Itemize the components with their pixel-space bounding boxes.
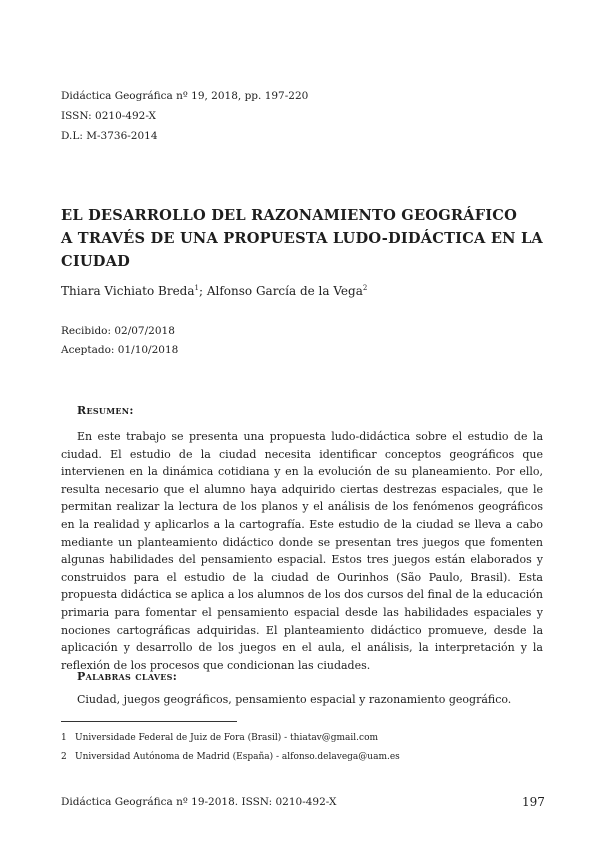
- footnote-divider: [61, 721, 237, 722]
- keywords-heading: Palabras claves:: [77, 670, 178, 683]
- footnote-text[interactable]: Universidade Federal de Juiz de Fora (Brasil) - thiatav@gmail.com: [75, 733, 379, 743]
- legal-deposit: D.L: M-3736-2014: [61, 130, 158, 142]
- author-separator: ;: [199, 284, 207, 298]
- author-name: Thiara Vichiato Breda: [61, 284, 195, 298]
- page-footer: Didáctica Geográfica nº 19-2018. ISSN: 0210-492-X: [61, 796, 337, 808]
- author-name: Alfonso García de la Vega: [206, 284, 363, 298]
- journal-citation: Didáctica Geográfica nº 19, 2018, pp. 197-220: [61, 90, 309, 102]
- title-line: CIUDAD: [61, 253, 131, 270]
- submission-dates: [61, 322, 178, 360]
- footnote-number: 2: [61, 752, 67, 762]
- abstract-text: En este trabajo se presenta una propuesta ludo-didáctica sobre el estudio de la ciudad. El estudio de la ciudad necesita identificar conceptos geográficos que intervienen en la dinámica cotidiana y en la evolución de su planeamiento. Por ello, resulta necesario que el alumno haya adquirido ciertas destrezas espaciales, que le permitan realizar la lectura de los planos y el análisis de los fenómenos geográficos en la realidad y aplicarlos a la cartografía. Este estudio de la ciudad se lleva a cabo mediante un planteamiento didáctico donde se presentan tres juegos que fomenten algunas habilidades del pensamiento espacial. Estos tres juegos están elaborados y construidos para el estudio de la ciudad de Ourinhos (São Paulo, Brasil). Esta propuesta didáctica se aplica a los alumnos de los dos cursos del final de la educación primaria para fomentar el pensamiento espacial desde las habilidades espaciales y nociones cartográficas adquiridas. El planteamiento didáctico promueve, desde la aplicación y desarrollo de los juegos en el aula, el análisis, la interpretación y la reflexión de los procesos que condicionan las ciudades.: [61, 430, 543, 672]
- page-number: 197: [522, 795, 545, 809]
- footnote: [61, 729, 400, 748]
- abstract-heading: Resumen:: [77, 404, 134, 417]
- footnote-number: 1: [61, 733, 67, 743]
- title-line: EL DESARROLLO DEL RAZONAMIENTO GEOGRÁFICO: [61, 207, 518, 224]
- footnote: [61, 748, 400, 767]
- article-title: [61, 204, 543, 273]
- issn: ISSN: 0210-492-X: [61, 110, 156, 122]
- footnotes: [61, 729, 400, 767]
- title-line: A TRAVÉS DE UNA PROPUESTA LUDO-DIDÁCTICA EN LA: [61, 230, 543, 247]
- keywords-text: Ciudad, juegos geográficos, pensamiento espacial y razonamiento geográfico.: [77, 693, 512, 706]
- received-date: Recibido: 02/07/2018: [61, 325, 175, 337]
- footnote-marker[interactable]: 1: [194, 284, 199, 292]
- footnote-marker[interactable]: 2: [362, 284, 368, 292]
- accepted-date: Aceptado: 01/10/2018: [61, 344, 179, 356]
- footnote-text[interactable]: Universidad Autónoma de Madrid (España) - alfonso.delavega@uam.es: [75, 752, 400, 762]
- journal-header: [61, 86, 308, 146]
- author-list: [61, 284, 367, 298]
